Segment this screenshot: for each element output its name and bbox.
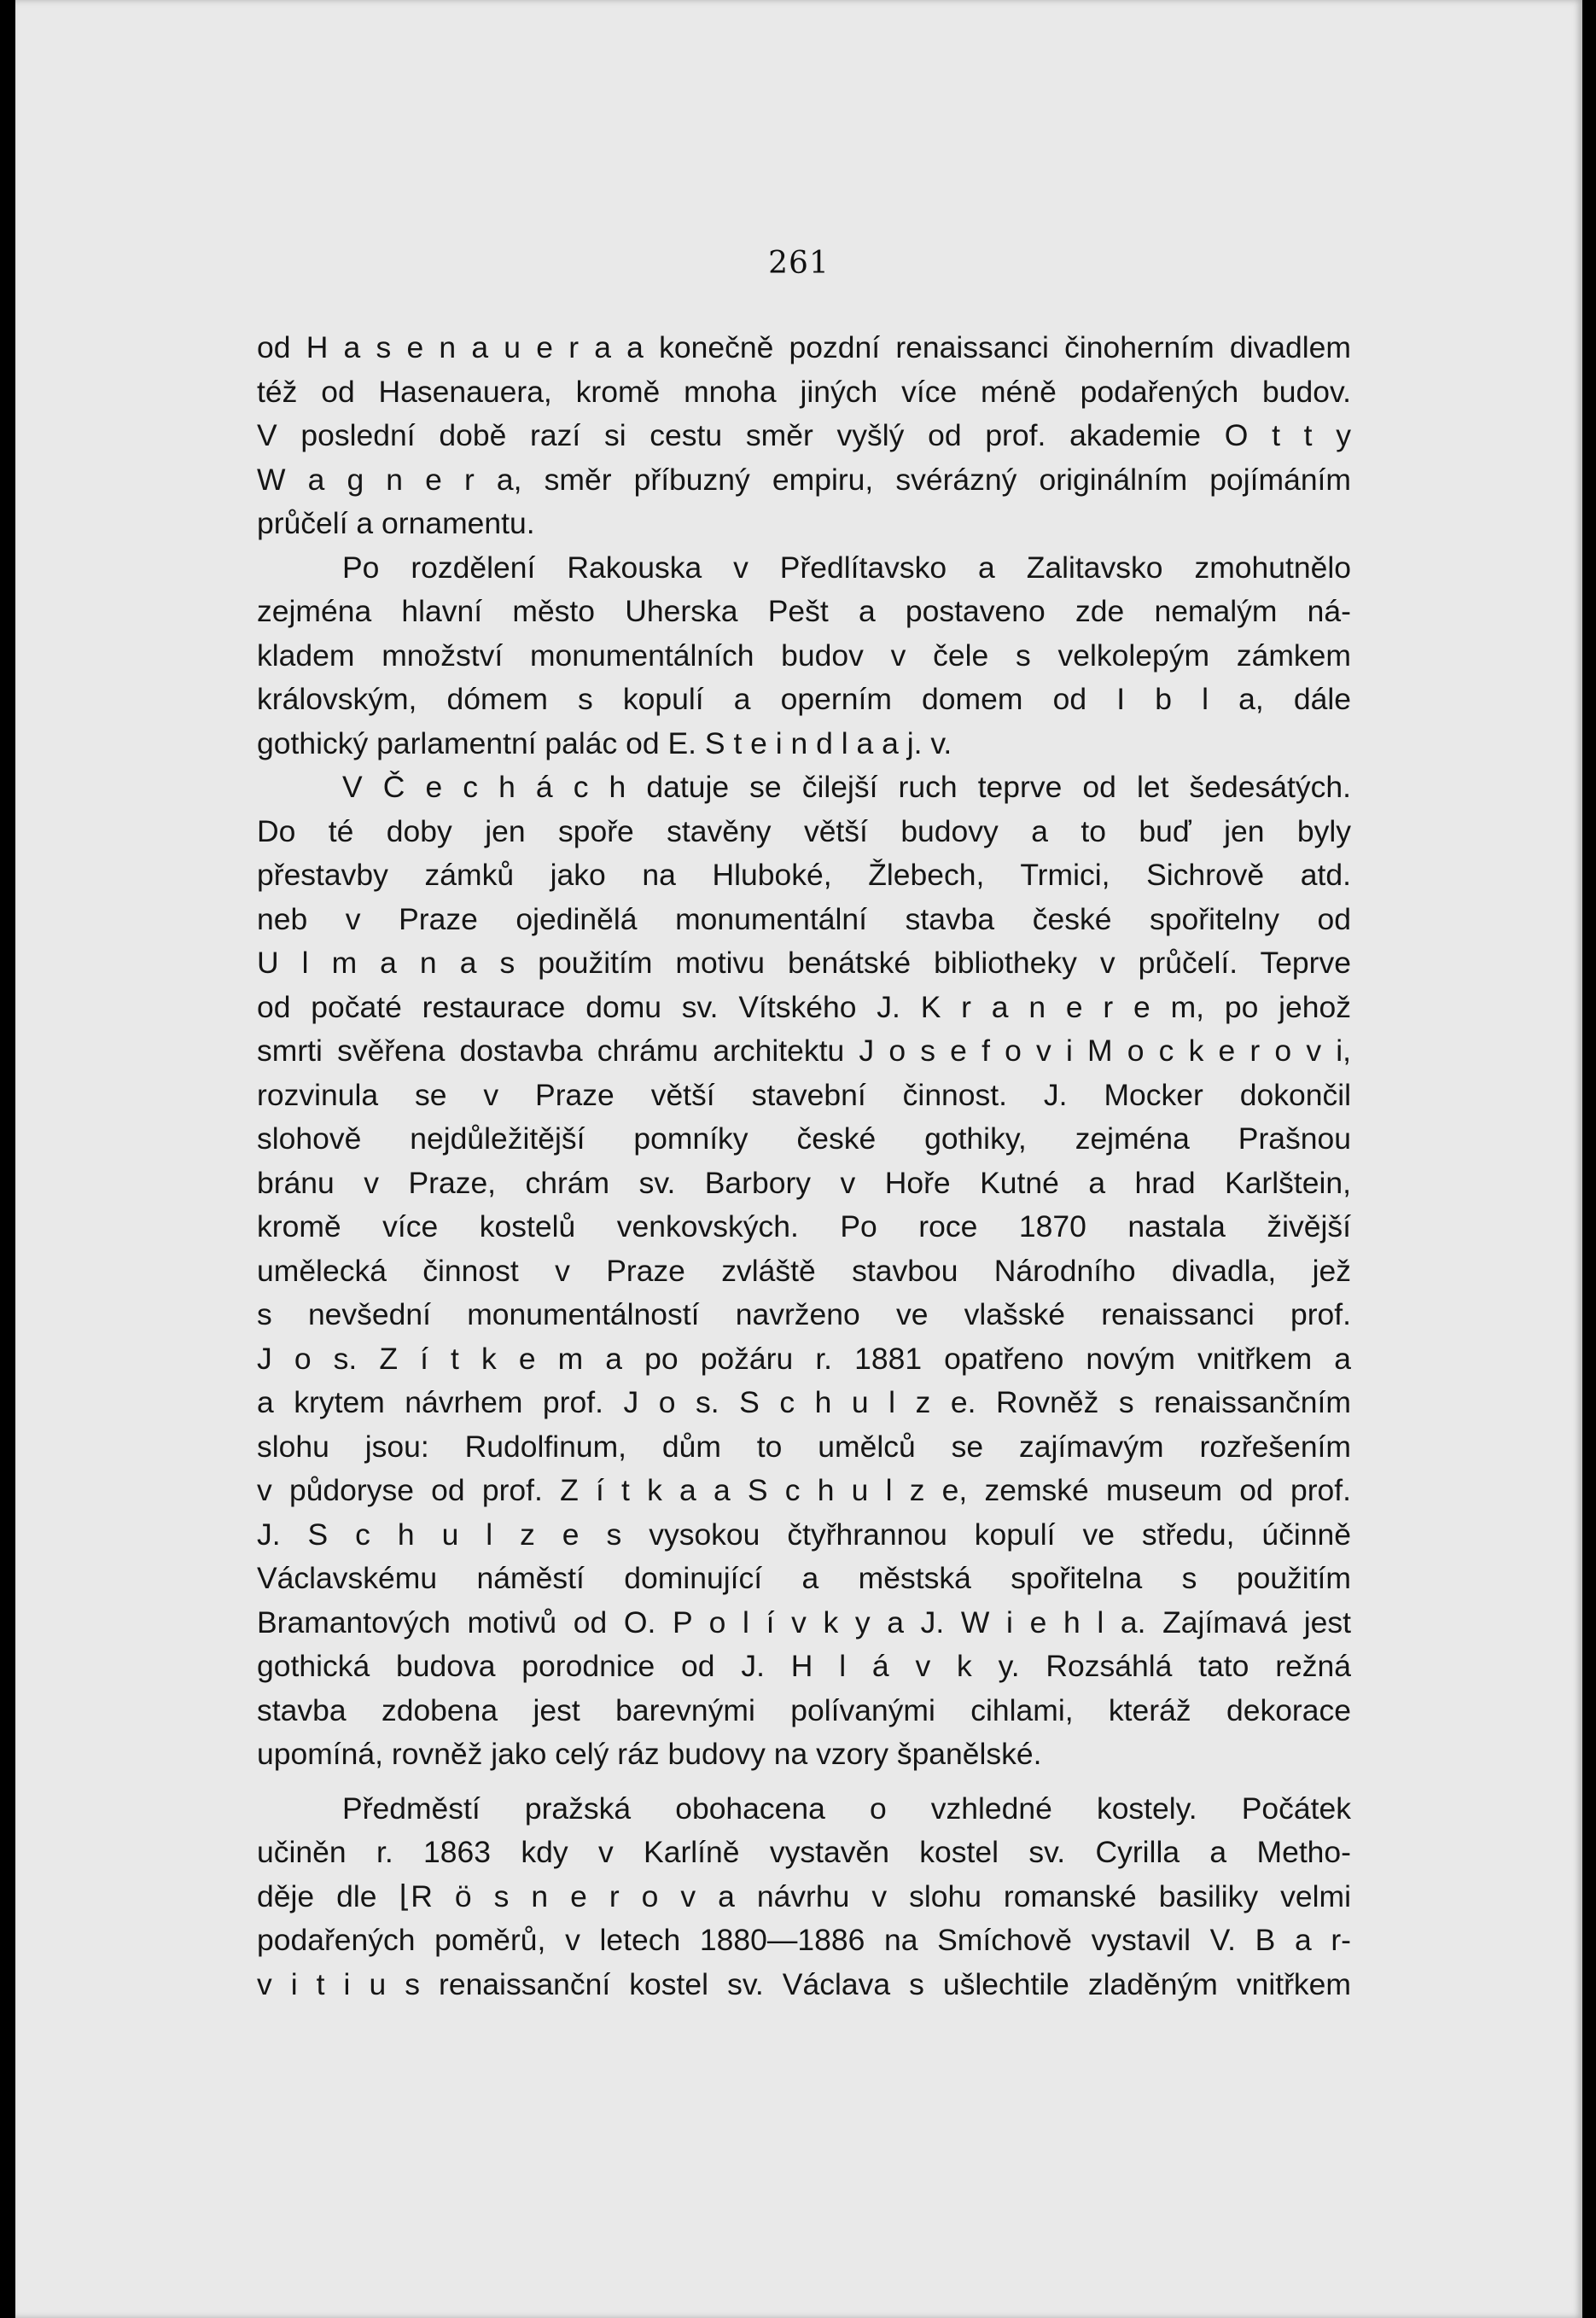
- text-line: v půdoryse od prof. Z í t k a a S c h u l z e, zemské museum od prof.: [257, 1473, 1351, 1507]
- book-page: [15, 0, 1582, 2318]
- text-line: též od Hasenauera, kromě mnoha jiných více méně podařených budov.: [257, 374, 1351, 409]
- text-line: V Č e c h á c h datuje se čilejší ruch teprve od let šedesátých.: [342, 770, 1351, 804]
- text-line: Po rozdělení Rakouska v Předlítavsko a Zalitavsko zmohutnělo: [342, 550, 1351, 585]
- text-line: J o s. Z í t k e m a po požáru r. 1881 opatřeno novým vnitřkem a: [257, 1341, 1351, 1376]
- text-line: Václavskému náměstí dominující a městská spořitelna s použitím: [257, 1561, 1351, 1595]
- text-line: Předměstí pražská obohacena o vzhledné kostely. Počátek: [342, 1791, 1351, 1826]
- text-line: rozvinula se v Praze větší stavební činnost. J. Mocker dokončil: [257, 1077, 1351, 1112]
- text-line: umělecká činnost v Praze zvláště stavbou Národního divadla, jež: [257, 1253, 1351, 1288]
- text-line: podařených poměrů, v letech 1880—1886 na Smíchově vystavil V. B a r-: [257, 1923, 1351, 1957]
- text-line: V poslední době razí si cestu směr vyšlý od prof. akademie O t t y: [257, 418, 1351, 452]
- text-line: slohu jsou: Rudolfinum, dům to umělců se zajímavým rozřešením: [257, 1429, 1351, 1464]
- text-line: učiněn r. 1863 kdy v Karlíně vystavěn kostel sv. Cyrilla a Metho-: [257, 1835, 1351, 1869]
- text-line: kladem množství monumentálních budov v čele s velkolepým zámkem: [257, 638, 1351, 673]
- text-line: U l m a n a s použitím motivu benátské bibliotheky v průčelí. Teprve: [257, 946, 1351, 980]
- text-line: slohově nejdůležitější pomníky české gothiky, zejména Prašnou: [257, 1121, 1351, 1156]
- text-line: průčelí a ornamentu.: [257, 506, 535, 540]
- text-line: kromě více kostelů venkovských. Po roce 1870 nastala živější: [257, 1209, 1351, 1243]
- text-line: stavba zdobena jest barevnými polívanými cihlami, kteráž dekorace: [257, 1692, 1351, 1727]
- paragraph-gap: [257, 1777, 1351, 1787]
- text-line: gothická budova porodnice od J. H l á v k y. Rozsáhlá tato režná: [257, 1649, 1351, 1683]
- page-number: 261: [768, 246, 830, 281]
- body-text: [257, 326, 1351, 2006]
- text-line: přestavby zámků jako na Hluboké, Žlebech, Trmici, Sichrově atd.: [257, 858, 1351, 892]
- text-line: v i t i u s renaissanční kostel sv. Václava s ušlechtile zladěným vnitřkem: [257, 1966, 1351, 2001]
- text-line: Bramantových motivů od O. P o l í v k y a J. W i e h l a. Zajímavá jest: [257, 1605, 1351, 1639]
- text-line: gothický parlamentní palác od E. S t e i n d l a a j. v.: [257, 725, 952, 760]
- text-line: a krytem návrhem prof. J o s. S c h u l z e. Rovněž s renaissančním: [257, 1385, 1351, 1419]
- text-line: zejména hlavní město Uherska Pešt a postaveno zde nemalým ná-: [257, 594, 1351, 628]
- text-line: Do té doby jen spoře stavěny větší budovy a to buď jen byly: [257, 813, 1351, 848]
- text-line: upomíná, rovněž jako celý ráz budovy na vzory španělské.: [257, 1737, 1042, 1771]
- text-line: J. S c h u l z e s vysokou čtyřhrannou kopulí ve středu, účinně: [257, 1517, 1351, 1552]
- text-line: neb v Praze ojedinělá monumentální stavba české spořitelny od: [257, 901, 1351, 936]
- text-line: W a g n e r a, směr příbuzný empiru, svérázný originálním pojímáním: [257, 462, 1351, 497]
- text-line: královským, dómem s kopulí a operním domem od I b l a, dále: [257, 682, 1351, 716]
- text-line: od H a s e n a u e r a a konečně pozdní renaissanci činoherním divadlem: [257, 330, 1351, 364]
- text-line: bránu v Praze, chrám sv. Barbory v Hoře Kutné a hrad Karlštein,: [257, 1165, 1351, 1200]
- text-line: od počaté restaurace domu sv. Vítského J. K r a n e r e m, po jehož: [257, 989, 1351, 1024]
- text-line: smrti svěřena dostavba chrámu architektu J o s e f o v i M o c k e r o v i,: [257, 1034, 1351, 1068]
- text-line: děje dle ⌊R ö s n e r o v a návrhu v slohu romanské basiliky velmi: [257, 1878, 1351, 1913]
- text-line: s nevšední monumentálností navrženo ve vlašské renaissanci prof.: [257, 1297, 1351, 1331]
